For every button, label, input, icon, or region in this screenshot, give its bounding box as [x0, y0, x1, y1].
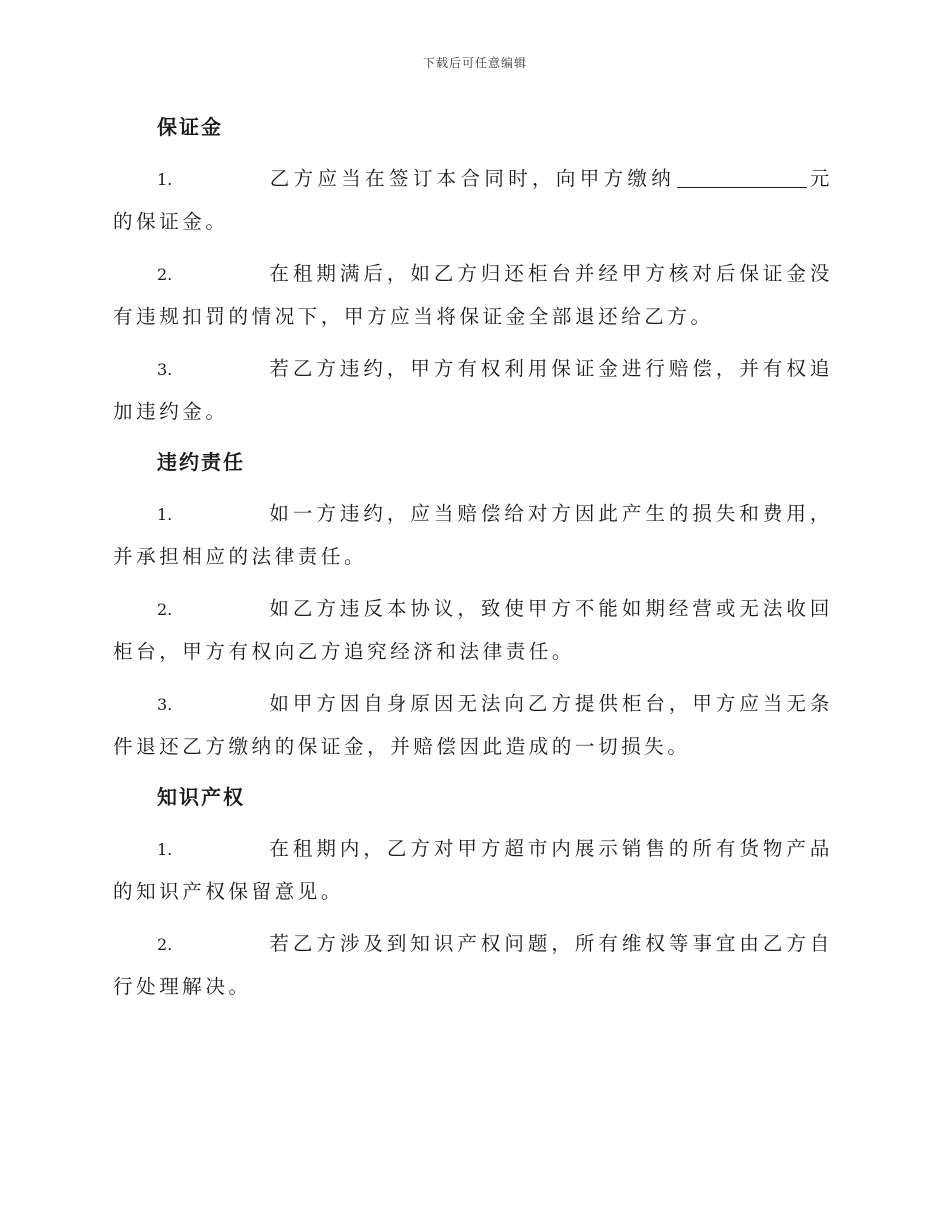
clause-liability-2 — [113, 588, 833, 673]
section-title-ip: 知识产权 — [157, 785, 245, 809]
clause-ip-2 — [113, 923, 833, 1008]
clause-text: 元的保证金。 — [113, 167, 834, 233]
section-title-deposit: 保证金 — [157, 115, 223, 139]
header-note: 下载后可任意编辑 — [422, 56, 527, 70]
clause-deposit-2 — [113, 253, 833, 338]
clause-number: 1. — [157, 505, 173, 524]
clause-deposit-3 — [113, 348, 833, 433]
clause-text: 若乙方违约，甲方有权利用保证金进行赔偿，并有权追加违约金。 — [113, 357, 833, 423]
section-title-liability: 违约责任 — [157, 450, 245, 474]
clause-text: 如甲方因自身原因无法向乙方提供柜台，甲方应当无条件退还乙方缴纳的保证金，并赔偿因此造成的一切损失。 — [113, 692, 833, 758]
clause-number: 2. — [157, 600, 173, 619]
clause-liability-3 — [113, 683, 833, 768]
clause-text: 在租期满后，如乙方归还柜台并经甲方核对后保证金没有违规扣罚的情况下，甲方应当将保证金全部退还给乙方。 — [113, 262, 833, 328]
clause-deposit-1 — [113, 158, 833, 243]
clause-text: 在租期内，乙方对甲方超市内展示销售的所有货物产品的知识产权保留意见。 — [113, 837, 833, 903]
clause-number: 2. — [157, 935, 173, 954]
clause-liability-1 — [113, 493, 833, 578]
clause-number: 3. — [157, 360, 173, 379]
clause-ip-1 — [113, 828, 833, 913]
amount-blank-line — [677, 167, 807, 188]
clause-text: 若乙方涉及到知识产权问题，所有维权等事宜由乙方自行处理解决。 — [113, 932, 833, 998]
clause-number: 1. — [157, 840, 173, 859]
clause-text: 乙方应当在签订本合同时，向甲方缴纳 — [269, 167, 676, 190]
clause-text: 如一方违约，应当赔偿给对方因此产生的损失和费用，并承担相应的法律责任。 — [113, 502, 833, 568]
clause-number: 3. — [157, 695, 173, 714]
clause-number: 2. — [157, 265, 173, 284]
clause-number: 1. — [157, 170, 173, 189]
clause-text: 如乙方违反本协议，致使甲方不能如期经营或无法收回柜台，甲方有权向乙方追究经济和法律责任。 — [113, 597, 833, 663]
document-body — [113, 108, 833, 1018]
